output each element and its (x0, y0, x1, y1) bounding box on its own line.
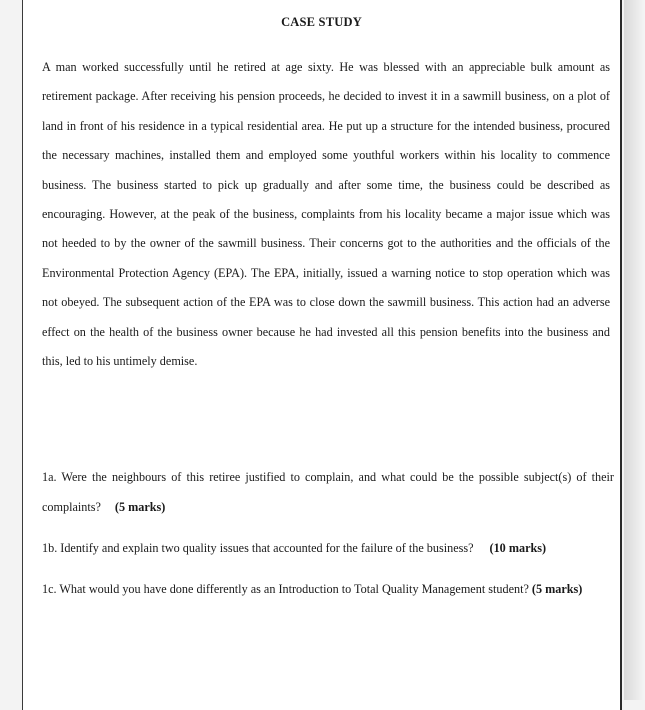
question-1a-text: 1a. Were the neighbours of this retiree justified to complain, and what could be the possible subject(s) of their complaints? (42, 470, 614, 514)
question-1a-marks: (5 marks) (114, 499, 166, 514)
question-1c (42, 575, 614, 605)
question-1b-marks: (10 marks) (489, 541, 547, 555)
question-1b (42, 534, 614, 564)
question-1c-text: 1c. What would you have done differently as an Introduction to Total Quality Management student? (42, 582, 529, 596)
document-page (22, 0, 622, 710)
case-study-paragraph: A man worked successfully until he retired at age sixty. He was blessed with an appreciable bulk amount as retirement package. After receiving his pension proceeds, he decided to invest it in a sawmill business, on a plot of land in front of his residence in a typical residential area. He put up a structure for the intended business, procured the necessary machines, installed them and employed some youthful workers within his locality to commence business. The business started to pick up gradually and after some time, the business could be described as encouraging. However, at the peak of the business, complaints from his locality became a major issue which was not heeded to by the owner of the sawmill business. Their concerns got to the authorities and the officials of the Environmental Protection Agency (EPA). The EPA, initially, issued a warning notice to stop operation which was not obeyed. The subsequent action of the EPA was to close down the sawmill business. This action had an adverse effect on the health of the business owner because he had invested all this pension benefits into the business and this, led to his untimely demise. (42, 60, 610, 369)
photo-edge-shadow (624, 0, 645, 700)
question-1c-marks: (5 marks) (531, 582, 583, 596)
document-title: CASE STUDY (281, 15, 362, 29)
question-1b-text: 1b. Identify and explain two quality issues that accounted for the failure of the business? (42, 541, 474, 555)
question-1a (42, 463, 614, 522)
